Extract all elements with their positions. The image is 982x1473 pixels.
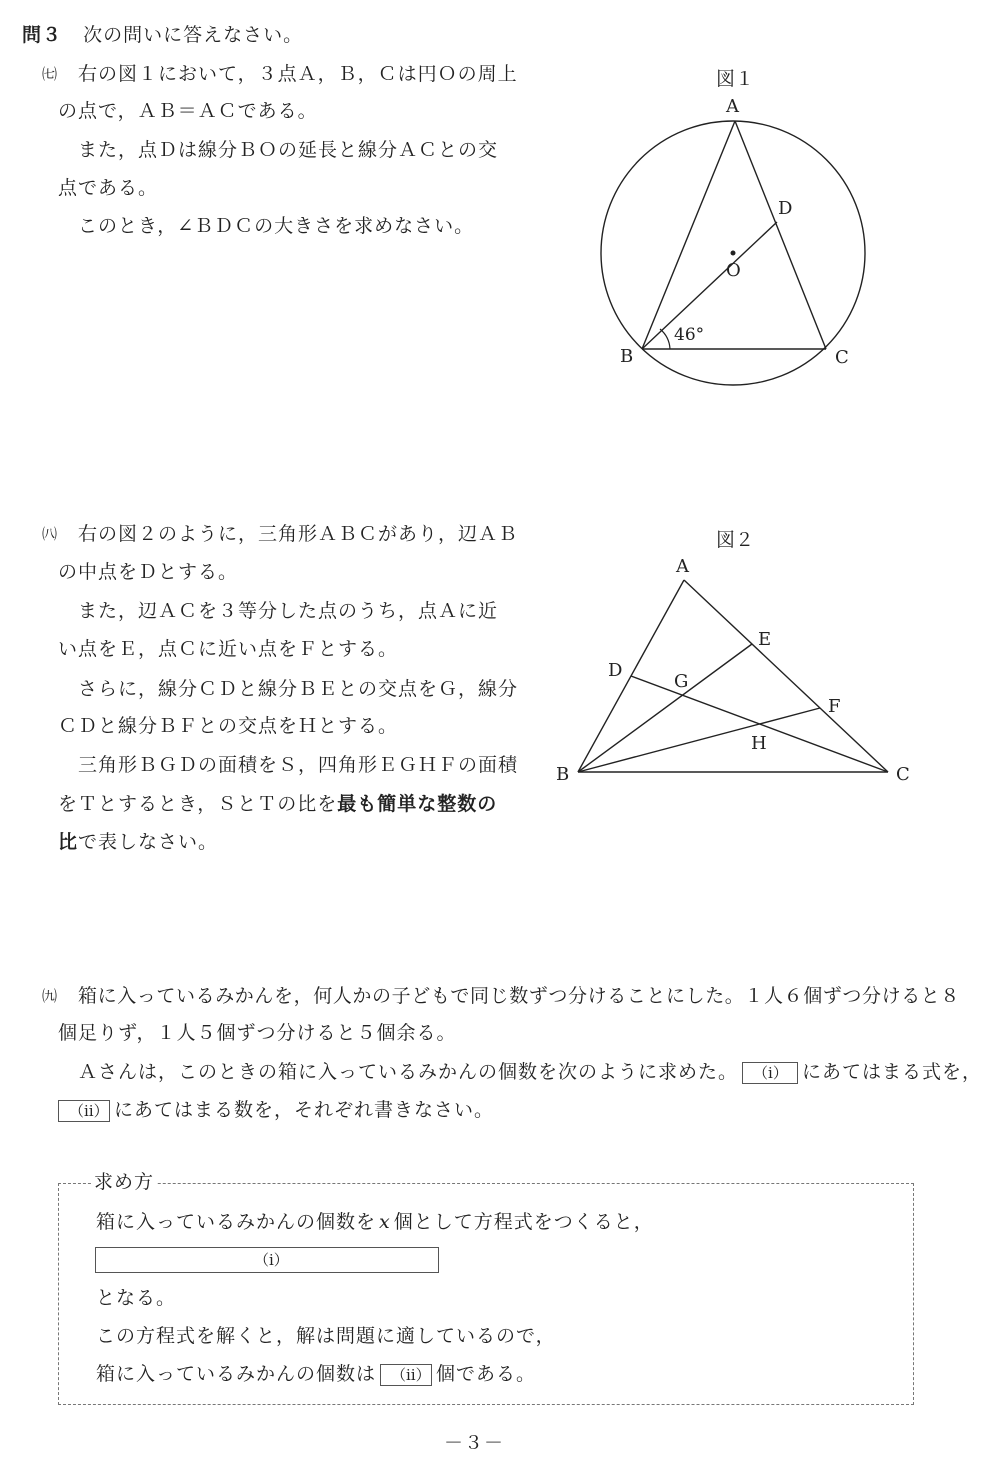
label-b: B: [556, 764, 570, 785]
label-d: D: [778, 198, 793, 219]
q2-line-8-text: をＴとするとき，ＳとＴの比を: [58, 793, 338, 815]
figure-2-title: 図２: [716, 529, 755, 551]
q2-marker: ㈧: [42, 525, 59, 543]
solution-line-4-post: 個である。: [436, 1363, 537, 1385]
q1-marker: ㈦: [42, 65, 59, 83]
blank-ii-reference: （ⅱ）: [58, 1100, 110, 1122]
q2-line-8-bold: 最も簡単な整数の: [337, 793, 498, 815]
angle-arc-b: [660, 329, 670, 349]
solution-line-1: [96, 1212, 654, 1232]
label-h: H: [751, 733, 767, 754]
q1-line-2: の点で，ＡＢ＝ＡＣである。: [58, 100, 318, 122]
q3-line-3: [78, 1062, 982, 1084]
label-o: O: [726, 260, 741, 281]
segment-ac: [735, 121, 826, 349]
formula-blank-label: （ⅰ）: [254, 1251, 289, 1269]
q3-line-1: 箱に入っているみかんを，何人かの子どもで同じ数ずつ分けることにした。１人６個ずつ分けると８: [78, 985, 961, 1007]
count-answer-box[interactable]: （ⅱ）: [380, 1364, 432, 1386]
q2-line-1: 右の図２のように，三角形ＡＢＣがあり，辺ＡＢ: [78, 523, 519, 545]
q1-line-4: 点である。: [58, 177, 159, 199]
q2-line-9-bold: 比: [58, 831, 79, 853]
figure-2: [545, 550, 915, 790]
variable-x: x: [379, 1211, 391, 1233]
label-b: B: [620, 346, 634, 367]
segment-be: [578, 644, 752, 772]
figure-1-title: 図１: [716, 68, 755, 90]
q1-line-1: 右の図１において，３点Ａ，Ｂ，Ｃは円Ｏの周上: [78, 63, 518, 85]
q3-line-4-text: にあてはまる数を，それぞれ書きなさい。: [114, 1099, 495, 1121]
label-d: D: [608, 660, 623, 681]
q2-line-9-text: で表しなさい。: [78, 831, 219, 853]
q3-line-3-text: Ａさんは，このときの箱に入っているみかんの個数を次のように求めた。: [78, 1061, 739, 1083]
q2-line-9: [58, 832, 218, 852]
figure-1: [590, 90, 880, 400]
segment-bf: [578, 708, 820, 772]
solution-line-4: [96, 1364, 536, 1386]
center-point-o: [731, 251, 736, 256]
label-a: A: [726, 96, 739, 117]
q2-line-6: ＣＤと線分ＢＦとの交点をＨとする。: [58, 715, 399, 737]
label-g: G: [674, 671, 689, 692]
segment-ab: [642, 121, 735, 349]
q2-line-7: 三角形ＢＧＤの面積をＳ，四角形ＥＧＨＦの面積: [78, 754, 519, 776]
q3-marker: ㈨: [42, 987, 59, 1005]
label-a: A: [676, 556, 689, 577]
segment-bd: [642, 222, 777, 349]
solution-line-4-text: 箱に入っているみかんの個数は: [96, 1363, 377, 1385]
label-e: E: [758, 629, 772, 650]
solution-line-2: となる。: [96, 1287, 177, 1309]
label-c: C: [896, 764, 910, 785]
q1-line-5: このとき，∠ＢＤＣの大きさを求めなさい。: [78, 215, 475, 237]
q2-line-8: [58, 794, 497, 814]
blank-i-reference: （ⅰ）: [742, 1062, 798, 1084]
label-angle: 46°: [674, 325, 705, 345]
solution-line-1-post: 個として方程式をつくると，: [393, 1211, 654, 1233]
q2-line-3: また，辺ＡＣを３等分した点のうち，点Ａに近: [78, 600, 499, 622]
solution-box-legend: 求め方: [94, 1171, 155, 1193]
label-f: F: [828, 696, 841, 717]
q3-line-2: 個足りず，１人５個ずつ分けると５個余る。: [58, 1022, 457, 1044]
label-c: C: [835, 347, 849, 368]
question-instruction: 次の問いに答えなさい。: [83, 24, 304, 46]
question-number: 問３: [22, 24, 63, 46]
q3-line-3-post: にあてはまる式を，: [802, 1061, 982, 1083]
solution-line-3: この方程式を解くと，解は問題に適しているので，: [96, 1325, 556, 1347]
q2-line-2: の中点をＤとする。: [58, 561, 239, 583]
solution-line-1-text: 箱に入っているみかんの個数を: [96, 1211, 377, 1233]
page-number: －３－: [444, 1432, 505, 1454]
question-header: [22, 25, 303, 45]
q3-line-4: [58, 1100, 494, 1122]
q1-line-3: また，点Ｄは線分ＢＯの延長と線分ＡＣとの交: [78, 139, 499, 161]
formula-answer-box[interactable]: [95, 1247, 439, 1273]
q2-line-4: い点をＥ，点Ｃに近い点をＦとする。: [58, 638, 399, 660]
segment-ac: [684, 580, 888, 772]
q2-line-5: さらに，線分ＣＤと線分ＢＥとの交点をＧ，線分: [78, 678, 519, 700]
